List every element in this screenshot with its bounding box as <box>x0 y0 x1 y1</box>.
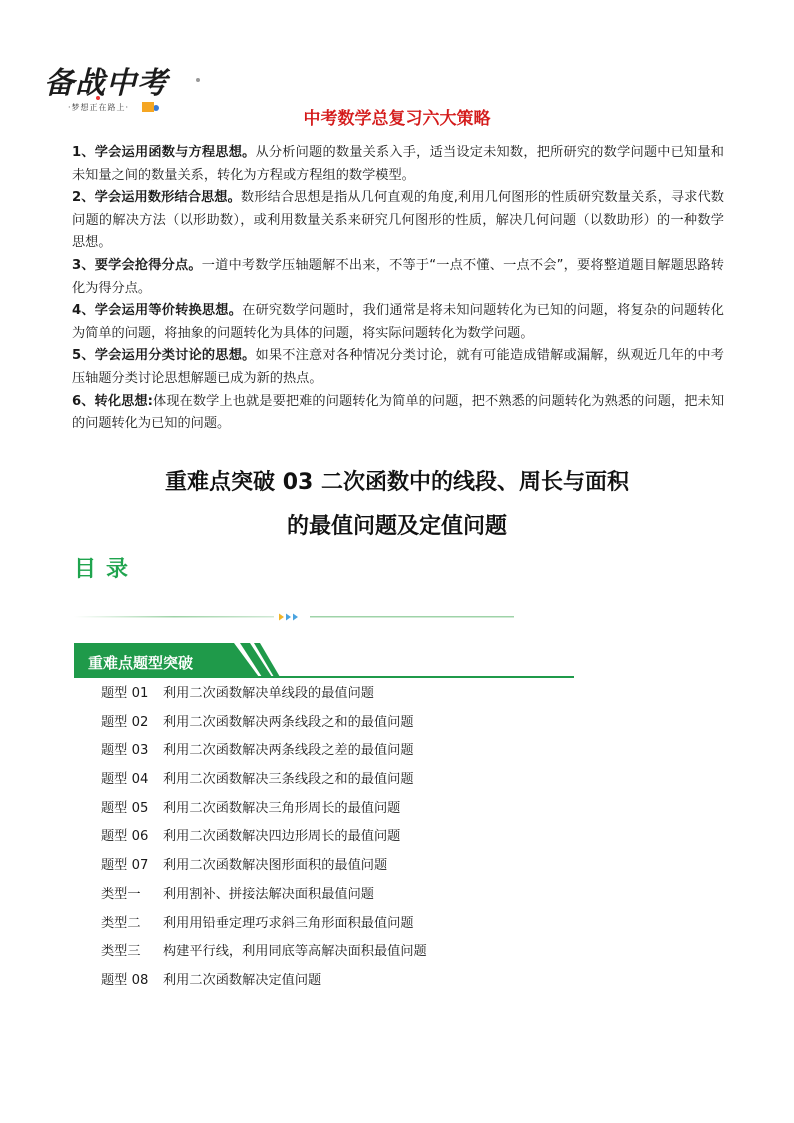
toc-item-number: 题型 03 <box>101 743 149 759</box>
strategy-body: 数形结合思想是指从几何直观的角度,利用几何图形的性质研究数量关系，寻求代数问题的解决方法（以形助数），或利用数量关系来研究几何图形的性质，解决几何问题（以数助形）的一种数学思想。 <box>72 190 724 251</box>
toc-item[interactable] <box>101 941 661 970</box>
strategy-body: 从分析问题的数量关系入手，适当设定未知数，把所研究的数学问题中已知量和未知量之间的数量关系，转化为方程或方程组的数学模型。 <box>72 145 724 183</box>
logo-subtitle: ·梦想正在路上· <box>68 103 130 112</box>
toc-item-text: 利用二次函数解决两条线段之差的最值问题 <box>163 743 414 759</box>
toc-item-text: 利用二次函数解决两条线段之和的最值问题 <box>163 714 414 730</box>
toc-item-text: 利用用铅垂定理巧求斜三角形面积最值问题 <box>163 915 414 931</box>
toc-item-text: 利用二次函数解决定值问题 <box>163 972 322 988</box>
toc-item-number: 类型二 <box>101 915 141 931</box>
toc-item-number: 题型 02 <box>101 714 149 730</box>
strategy-item <box>72 345 724 390</box>
strategy-item <box>72 300 724 345</box>
toc-item-number: 题型 05 <box>101 800 149 816</box>
toc-item[interactable] <box>101 769 661 798</box>
strategy-body: 如果不注意对各种情况分类讨论，就有可能造成错解或漏解，纵观近几年的中考压轴题分类讨论思想解题已成为新的热点。 <box>72 348 724 386</box>
toc-item-number: 题型 06 <box>101 829 149 845</box>
strategy-body: 在研究数学问题时，我们通常是将未知问题转化为已知的问题，将复杂的问题转化为简单的问题，将抽象的问题转化为具体的问题，将实际问题转化为数学问题。 <box>72 303 724 341</box>
toc-item-number: 题型 07 <box>101 858 149 874</box>
main-title: 中考数学总复习六大策略 <box>303 109 491 129</box>
section-title-line1: 重难点突破 03 二次函数中的线段、周长与面积 <box>165 470 629 495</box>
strategy-item <box>72 391 724 436</box>
strategies-list <box>72 142 724 436</box>
strategy-item <box>72 187 724 255</box>
section-banner <box>74 643 574 679</box>
toc-item[interactable] <box>101 884 661 913</box>
toc-item-number: 题型 04 <box>101 772 149 788</box>
toc-item[interactable] <box>101 855 661 884</box>
strategy-lead: 3、要学会抢得分点。 <box>72 257 202 273</box>
strategy-item <box>72 255 724 300</box>
toc-heading: 目录 <box>74 557 139 582</box>
strategy-item <box>72 142 724 187</box>
toc-item[interactable] <box>101 712 661 741</box>
toc-item[interactable] <box>101 740 661 769</box>
toc-item-text: 利用二次函数解决四边形周长的最值问题 <box>163 829 401 845</box>
toc-item-number: 类型一 <box>101 886 141 902</box>
toc-item-text: 利用二次函数解决三条线段之和的最值问题 <box>163 772 414 788</box>
strategy-lead: 1、学会运用函数与方程思想。 <box>72 145 256 160</box>
strategy-lead: 5、学会运用分类讨论的思想。 <box>72 348 256 364</box>
toc-item[interactable] <box>101 798 661 827</box>
toc-item-text: 构建平行线，利用同底等高解决面积最值问题 <box>163 944 427 960</box>
toc-item-number: 类型三 <box>101 944 141 960</box>
toc-item[interactable] <box>101 970 661 999</box>
section-title-line2: 的最值问题及定值问题 <box>286 514 507 539</box>
banner-label: 重难点题型突破 <box>88 654 194 672</box>
toc-item-text: 利用割补、拼接法解决面积最值问题 <box>163 886 374 902</box>
toc-item-text: 利用二次函数解决图形面积的最值问题 <box>163 858 388 874</box>
toc-item[interactable] <box>101 826 661 855</box>
toc-item[interactable] <box>101 913 661 942</box>
toc-item-number: 题型 01 <box>101 686 149 701</box>
toc-item-number: 题型 08 <box>101 972 149 988</box>
toc-list <box>101 683 661 999</box>
toc-item[interactable] <box>101 683 661 712</box>
strategy-lead: 2、学会运用数形结合思想。 <box>72 190 241 206</box>
strategy-lead: 6、转化思想: <box>72 393 153 409</box>
toc-divider <box>74 616 514 618</box>
strategy-lead: 4、学会运用等价转换思想。 <box>72 303 243 319</box>
strategy-body: 一道中考数学压轴题解不出来，不等于“一点不懂、一点不会”，要将整道题目解题思路转化为得分点。 <box>72 257 724 296</box>
toc-item-text: 利用二次函数解决单线段的最值问题 <box>163 686 374 701</box>
strategy-body: 体现在数学上也就是要把难的问题转化为简单的问题，把不熟悉的问题转化为熟悉的问题，把未知的问题转化为已知的问题。 <box>72 393 725 432</box>
logo-text: 备战中考 <box>44 66 168 101</box>
toc-item-text: 利用二次函数解决三角形周长的最值问题 <box>163 800 401 816</box>
